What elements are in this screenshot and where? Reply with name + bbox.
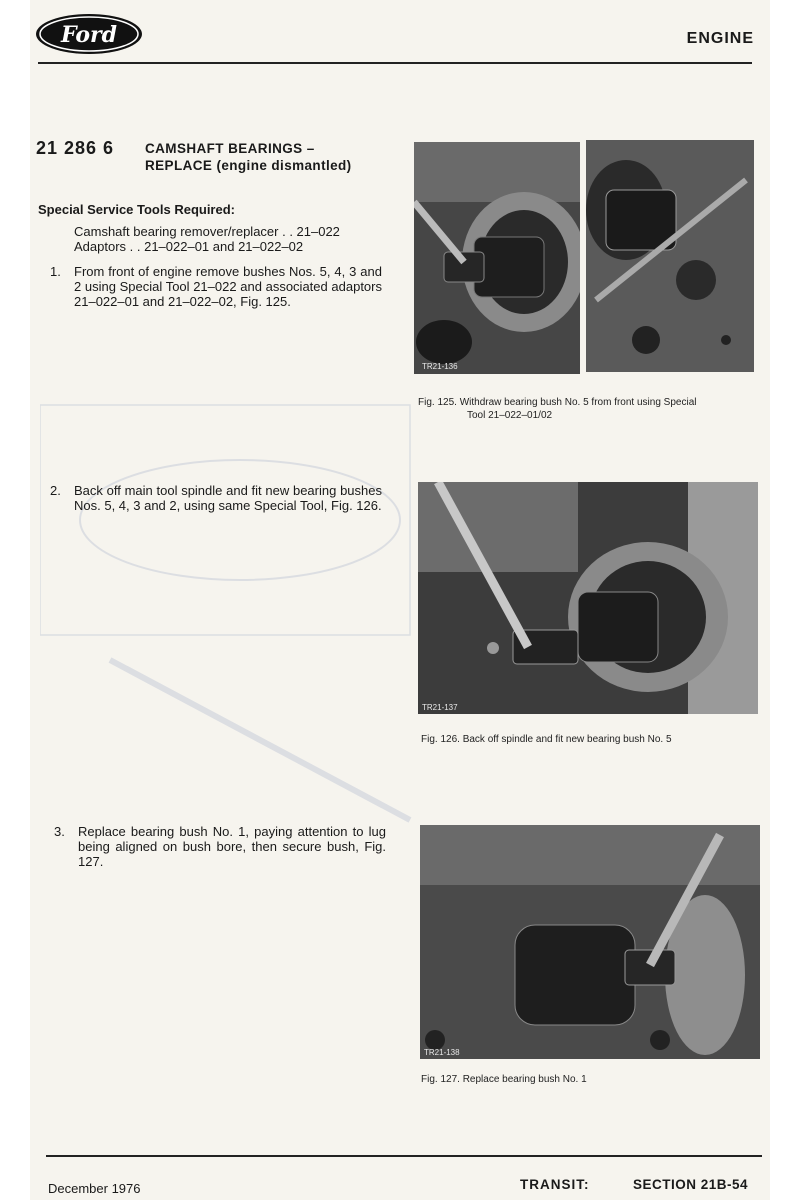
footer-model: TRANSIT: bbox=[520, 1177, 590, 1192]
page-edge-right bbox=[770, 0, 800, 1200]
tool-row-adaptors: Adaptors . . 21–022–01 and 21–022–02 bbox=[74, 239, 304, 254]
operation-number: 21 286 6 bbox=[36, 138, 115, 158]
bush-replacement-illustration bbox=[420, 825, 760, 1059]
step-number: 3. bbox=[54, 824, 65, 839]
photo-ref: TR21-136 bbox=[422, 362, 458, 371]
footer-section: SECTION 21B-54 bbox=[633, 1177, 749, 1192]
step-text: Back off main tool spindle and fit new bearing bushes Nos. 5, 4, 3 and 2, using same Special Tool, Fig. 126. bbox=[74, 483, 382, 513]
step-text: Replace bearing bush No. 1, paying attention to lug being aligned on bush bore, then secure bush, Fig. 127. bbox=[78, 824, 386, 869]
footer-date: December 1976 bbox=[48, 1181, 141, 1196]
page-edge-left bbox=[0, 0, 30, 1200]
operation-title-line2: REPLACE (engine dismantled) bbox=[145, 158, 352, 173]
svg-text:Ford: Ford bbox=[60, 22, 118, 48]
show-through-drawing bbox=[40, 400, 420, 860]
section-label: ENGINE bbox=[686, 30, 754, 47]
caption-line2: Tool 21–022–01/02 bbox=[467, 410, 553, 421]
ford-logo bbox=[34, 12, 144, 56]
tool-in-bore-illustration bbox=[414, 142, 580, 374]
fig-125-photo-right bbox=[586, 140, 754, 372]
photo-ref: TR21-137 bbox=[422, 703, 458, 712]
step-number: 2. bbox=[50, 483, 61, 498]
caption-line1: Fig. 125. Withdraw bearing bush No. 5 from front using Special bbox=[418, 397, 697, 408]
fig-127-photo bbox=[420, 825, 760, 1059]
operation-title-line1: CAMSHAFT BEARINGS – bbox=[145, 141, 315, 156]
tool-row-remover: Camshaft bearing remover/replacer . . 21–022 bbox=[74, 224, 340, 239]
caption-line1: Fig. 126. Back off spindle and fit new bearing bush No. 5 bbox=[421, 734, 672, 745]
tools-heading: Special Service Tools Required: bbox=[38, 202, 235, 217]
spindle-backed-off-illustration bbox=[418, 482, 758, 714]
photo-ref: TR21-138 bbox=[424, 1048, 460, 1057]
operation-title bbox=[145, 140, 352, 174]
fig-126-caption bbox=[421, 733, 761, 746]
caption-line1: Fig. 127. Replace bearing bush No. 1 bbox=[421, 1074, 587, 1085]
fig-127-caption bbox=[421, 1073, 761, 1086]
fig-125-caption bbox=[418, 396, 760, 422]
fig-126-photo bbox=[418, 482, 758, 714]
step-number: 1. bbox=[50, 264, 61, 279]
tool-withdrawn-illustration bbox=[586, 140, 754, 372]
footer-rule bbox=[46, 1155, 762, 1157]
header-rule bbox=[38, 62, 752, 64]
fig-125-photo-left bbox=[414, 142, 580, 374]
step-text: From front of engine remove bushes Nos. 5, 4, 3 and 2 using Special Tool 21–022 and associated adaptors 21–022–01 and 21–022–02, Fig. 125. bbox=[74, 264, 382, 309]
